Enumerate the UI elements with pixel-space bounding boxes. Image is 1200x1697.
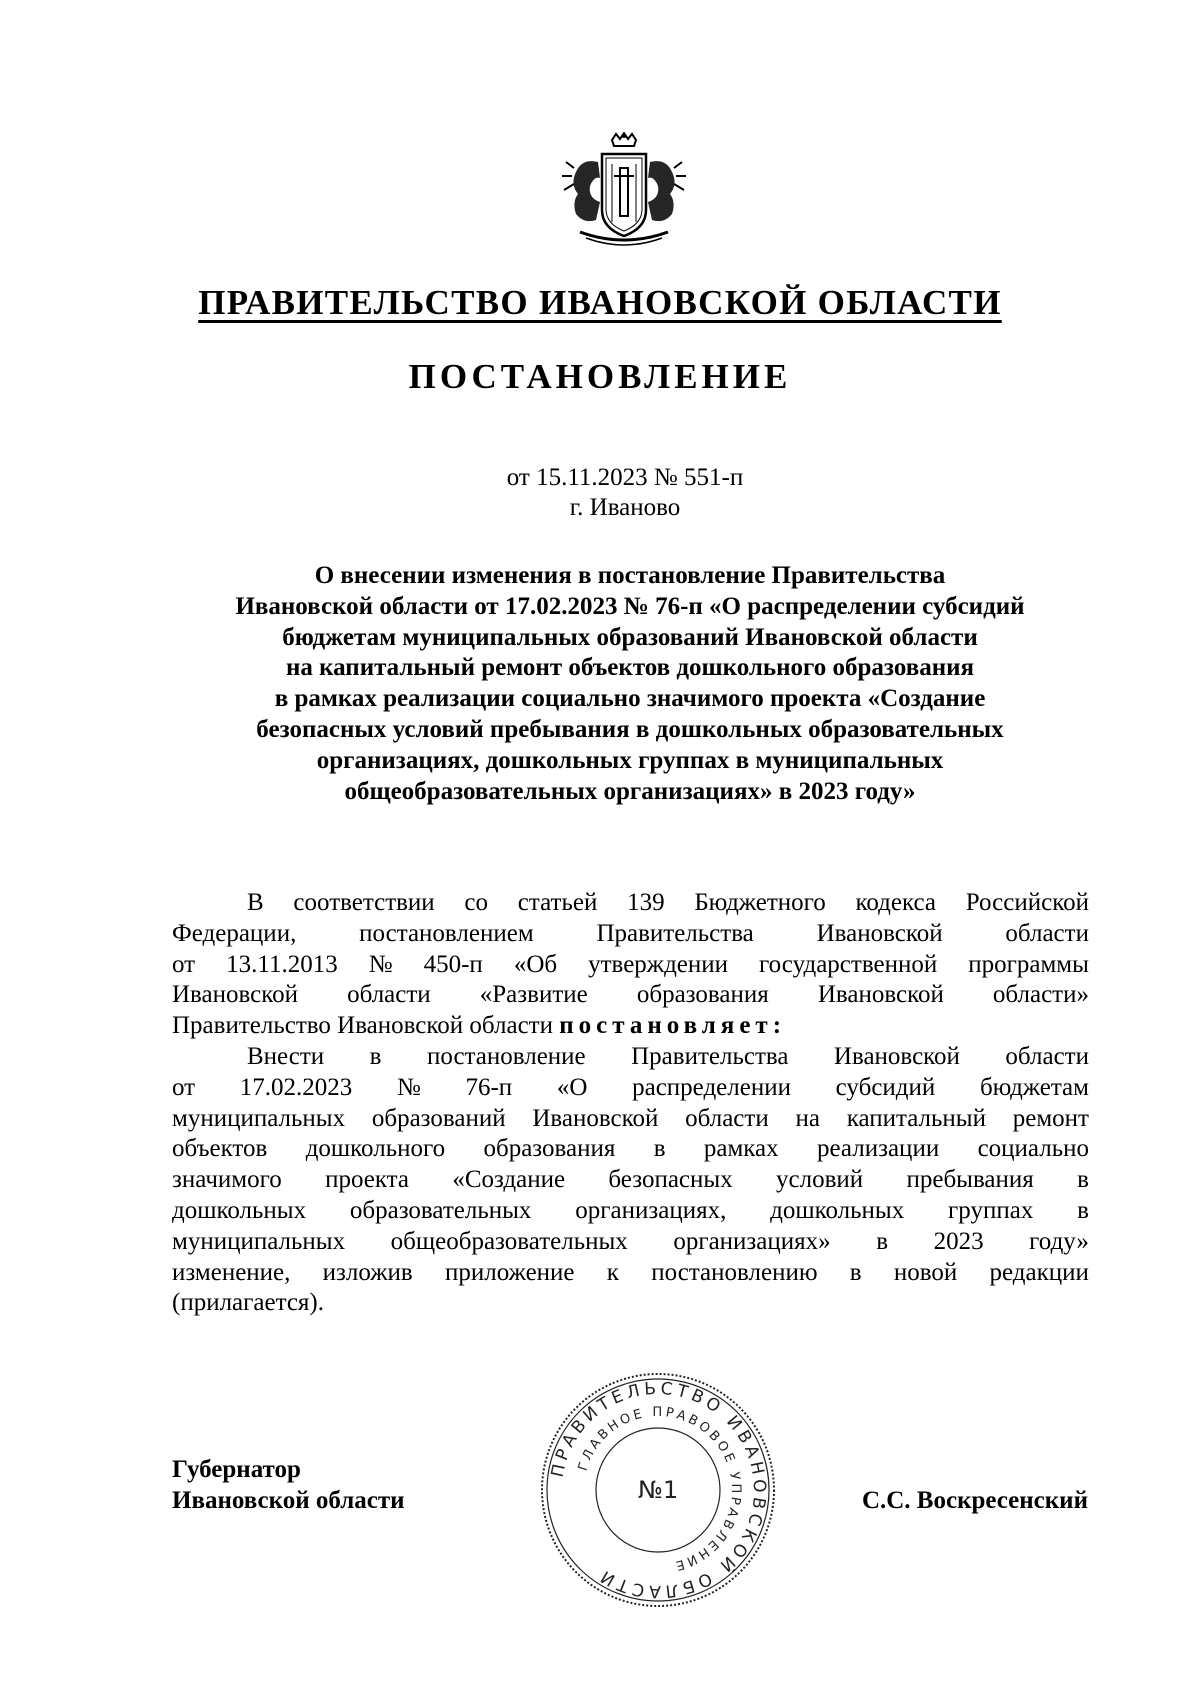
body-word: постановлению — [651, 1258, 818, 1286]
body-line — [172, 1073, 1089, 1104]
body-word: году» — [1029, 1227, 1089, 1255]
body-word: постановлением — [359, 919, 534, 947]
body-word: изложив — [322, 1258, 413, 1286]
body-word: в — [653, 1135, 666, 1163]
body-word: области — [1005, 1042, 1089, 1070]
body-word: безопасных — [608, 1166, 733, 1194]
signatory-position-line: Губернатор — [172, 1456, 301, 1483]
body-line — [172, 950, 1089, 981]
body-line — [172, 1134, 1089, 1165]
body-word: редакции — [989, 1258, 1089, 1286]
document-heading — [170, 561, 1090, 807]
body-word: в — [1077, 1166, 1089, 1194]
signatory-position — [172, 1454, 405, 1516]
document-type: ПОСТАНОВЛЕНИЕ — [408, 357, 792, 396]
signatory-position-line: Ивановской области — [172, 1487, 405, 1514]
body-word: Правительства — [596, 919, 754, 947]
body-word: пребывания — [906, 1166, 1034, 1194]
body-line — [172, 1165, 1089, 1196]
body-word: Ивановской — [532, 1104, 659, 1132]
body-line — [172, 1258, 1089, 1289]
body-word: бюджетам — [979, 1073, 1089, 1101]
body-word: 13.11.2013 — [226, 950, 338, 978]
body-word: образований — [371, 1104, 506, 1132]
heading-line: безопасных условий пребывания в дошкольных образовательных — [256, 715, 1004, 743]
body-word: постановление — [426, 1042, 586, 1070]
body-line — [172, 1227, 1089, 1258]
body-word: муниципальных — [172, 1227, 346, 1255]
heading-line: в рамках реализации социально значимого проекта «Создание — [274, 685, 986, 713]
body-word: реализации — [817, 1135, 940, 1163]
body-line — [172, 919, 1089, 950]
body-word: общеобразовательных — [390, 1227, 628, 1255]
heading-line: Ивановской области от 17.02.2023 № 76-п «О распределении субсидий — [235, 592, 1025, 620]
body-word: Ивановской — [816, 919, 943, 947]
body-word: программы — [968, 950, 1089, 978]
body-word: № — [368, 950, 393, 978]
body-word: Российской — [965, 889, 1089, 916]
body-word: со — [464, 889, 489, 916]
body-word: области — [685, 1104, 769, 1132]
body-word: проекта — [325, 1166, 410, 1194]
official-seal-stamp — [538, 1370, 778, 1610]
body-word: кодекса — [855, 889, 937, 916]
body-word: 450-п — [423, 950, 483, 978]
seal-number: №1 — [637, 1476, 679, 1504]
body-line: (прилагается). — [172, 1289, 325, 1317]
body-word: дошкольных — [172, 1196, 307, 1224]
body-word: образования — [483, 1135, 616, 1163]
heading-line: на капитальный ремонт объектов дошкольного образования — [285, 654, 975, 682]
body-word: рамках — [703, 1135, 779, 1163]
body-word: приложение — [445, 1258, 575, 1286]
seal-inner-text: ГЛАВНОЕ ПРАВОВОЕ УПРАВЛЕНИЕ — [575, 1404, 744, 1574]
heading-line: бюджетам муниципальных образований Ивановской области — [282, 623, 978, 651]
body-word: организациях» — [673, 1227, 831, 1255]
body-text: Правительство Ивановской области — [172, 1012, 560, 1040]
body-word: социально — [977, 1135, 1089, 1163]
body-line — [172, 980, 1089, 1011]
body-line — [172, 1042, 1089, 1073]
body-word: на — [795, 1104, 820, 1132]
body-word: капитальный — [846, 1104, 986, 1132]
body-word: группах — [948, 1196, 1034, 1224]
government-title: ПРАВИТЕЛЬСТВО ИВАНОВСКОЙ ОБЛАСТИ — [198, 283, 1002, 322]
body-word: муниципальных — [172, 1104, 346, 1132]
body-word: субсидий — [835, 1073, 936, 1101]
body-word: В — [247, 889, 264, 916]
body-word: значимого — [172, 1166, 282, 1194]
body-word: «Создание — [452, 1166, 566, 1194]
body-word: образовательных — [349, 1196, 532, 1224]
body-word: в — [849, 1258, 862, 1286]
body-word: в — [1077, 1196, 1089, 1224]
signatory-name: С.С. Воскресенский — [861, 1487, 1088, 1514]
body-word: области — [347, 981, 431, 1009]
body-word: утверждении — [588, 950, 729, 978]
document-date-number: от 15.11.2023 № 551-п — [506, 464, 744, 491]
coat-of-arms-icon — [560, 132, 688, 246]
body-word: от — [172, 1073, 196, 1101]
body-word: № — [396, 1073, 421, 1101]
document-body — [172, 888, 1089, 1319]
body-word: Ивановской — [833, 1042, 960, 1070]
body-word: Ивановской — [817, 981, 944, 1009]
body-word: дошкольного — [305, 1135, 446, 1163]
heading-line: О внесении изменения в постановление Правительства — [314, 562, 946, 589]
body-word: Бюджетного — [694, 889, 826, 916]
body-word: области» — [992, 981, 1089, 1009]
document-city: г. Иваново — [569, 494, 681, 521]
body-word: организациях, — [575, 1196, 727, 1224]
body-line — [172, 888, 1089, 919]
body-word: 17.02.2023 — [239, 1073, 353, 1101]
body-word: в — [369, 1042, 382, 1070]
body-word: к — [606, 1258, 619, 1286]
body-word: изменение, — [172, 1258, 291, 1286]
body-word: условий — [776, 1166, 864, 1194]
body-word: объектов — [172, 1135, 268, 1163]
body-word: государственной — [759, 950, 938, 978]
heading-line: организациях, дошкольных группах в муниципальных — [316, 746, 944, 774]
seal-outer-text: ПРАВИТЕЛЬСТВО ИВАНОВСКОЙ ОБЛАСТИ — [547, 1378, 770, 1602]
body-word: распределении — [632, 1073, 791, 1101]
resolution-word: постановляет: — [559, 1012, 787, 1040]
body-word: «О — [556, 1073, 588, 1101]
body-line — [172, 1196, 1089, 1227]
body-word: соответствии — [293, 889, 435, 916]
body-word: образования — [636, 981, 769, 1009]
body-word: 2023 — [933, 1227, 984, 1255]
body-word: Правительства — [631, 1042, 789, 1070]
body-word: от — [172, 950, 196, 978]
body-word: «Развитие — [479, 981, 588, 1009]
body-word: статьей — [517, 889, 598, 916]
body-word: Ивановской — [172, 981, 299, 1009]
body-line — [172, 1104, 1089, 1135]
heading-line: общеобразовательных организациях» в 2023 году» — [344, 777, 916, 805]
body-word: Федерации, — [172, 919, 297, 947]
body-word: дошкольных — [770, 1196, 905, 1224]
body-line — [172, 1011, 1089, 1042]
body-word: «Об — [513, 950, 558, 978]
body-word: в — [876, 1227, 889, 1255]
body-word: ремонт — [1012, 1104, 1089, 1132]
body-word: области — [1005, 919, 1089, 947]
body-word: Внести — [247, 1042, 325, 1070]
body-word: 76-п — [465, 1073, 513, 1101]
body-word: 139 — [627, 889, 665, 916]
body-word: новой — [893, 1258, 958, 1286]
